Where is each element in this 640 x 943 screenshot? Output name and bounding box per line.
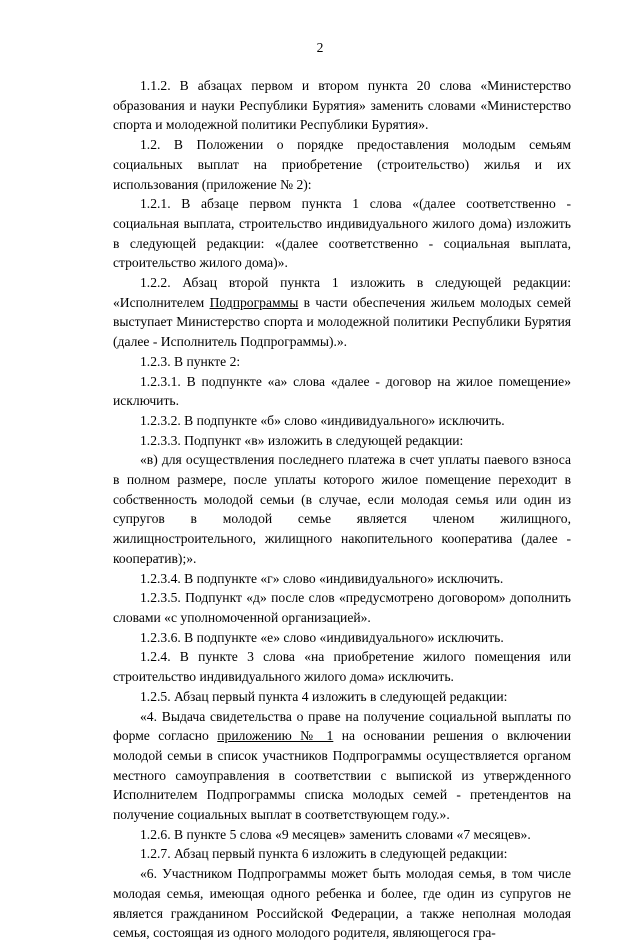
quoted-subparagraph-v: «в) для осуществления последнего платежа в счет уплаты паевого взноса в полном размере, после уплаты которого жилое помещение переходит в собственность молодой семьи (в случае, если молодая семья или один из супругов в молодой семье является членом жилищного, жилищностроительного, жилищного накопительного кооператива (далее - кооператив);». — [113, 452, 571, 566]
paragraph-1-2-1: 1.2.1. В абзаце первом пункта 1 слова «(далее соответственно - социальная выплата, строительство индивидуального жилого дома) изложить в следующей редакции: «(далее соответственно - социальная выплата, строительство жилого дома)». — [113, 196, 571, 271]
paragraph-1-2-2-before: 1.2.2. Абзац второй пункта 1 изложить в следующей редакции: «Исполнителем — [113, 275, 571, 310]
paragraph-1-2-2 — [113, 273, 571, 352]
paragraph-1-2-3-2: 1.2.3.2. В подпункте «б» слово «индивидуального» исключить. — [140, 412, 505, 428]
quoted-paragraph-4-before: «4. Выдача свидетельства о праве на получение социальной выплаты по форме согласно — [113, 708, 571, 744]
paragraph-1-2-3: 1.2.3. В пункте 2: — [140, 353, 241, 369]
paragraph-1-2: 1.2. В Положении о порядке предоставления молодым семьям социальных выплат на приобретение (строительство) жилья и их использования (приложение № 2): — [113, 137, 571, 192]
quoted-paragraph-6: «6. Участником Подпрограммы может быть молодая семья, в том числе молодая семья, имеющая одного ребенка и более, где один из супругов не является гражданином Российской Федерации, а также неполная молодая семья, состоящая из одного молодого родителя, являющегося гра- — [113, 866, 571, 941]
paragraph-1-2-7: 1.2.7. Абзац первый пункта 6 изложить в следующей редакции: — [140, 846, 508, 862]
paragraph-1-2-3-5: 1.2.3.5. Подпункт «д» после слов «предусмотрено договором» дополнить словами «с уполномоченной организацией». — [113, 590, 571, 625]
paragraph-1-2-2-after: в части обеспечения жильем молодых семей выступает Министерство спорта и молодежной политики Республики Бурятия (далее - Исполнитель Подпрограммы).». — [113, 294, 571, 350]
paragraph-1-2-3-6: 1.2.3.6. В подпункте «е» слово «индивидуального» исключить. — [140, 629, 504, 645]
paragraph-1-2-5: 1.2.5. Абзац первый пункта 4 изложить в следующей редакции: — [140, 688, 508, 704]
paragraph-1-2-3-3: 1.2.3.3. Подпункт «в» изложить в следующей редакции: — [140, 432, 464, 448]
appendix-1-link[interactable]: приложению № 1 — [217, 728, 334, 744]
paragraph-1-2-4: 1.2.4. В пункте 3 слова «на приобретение жилого помещения или строительство индивидуального жилого дома» исключить. — [113, 649, 571, 685]
quoted-paragraph-4-after: на основании решения о включении молодой семьи в список участников Подпрограммы осуществляется органом местного самоуправления в соответствии с выпиской из утвержденного Исполнителем Подпрограммы списка молодых семей - претендентов на получение социальных выплат в соответствующем году.». — [113, 728, 571, 823]
page-number: 2 — [316, 40, 324, 55]
paragraph-1-2-3-1: 1.2.3.1. В подпункте «а» слова «далее - договор на жилое помещение» исключить. — [113, 373, 571, 409]
quoted-paragraph-4 — [113, 707, 571, 825]
paragraph-1-2-6: 1.2.6. В пункте 5 слова «9 месяцев» заменить словами «7 месяцев». — [140, 826, 531, 842]
document-body — [113, 76, 571, 943]
paragraph-1-1-2: 1.1.2. В абзацах первом и втором пункта 20 слова «Министерство образования и науки Республики Бурятия» заменить словами «Министерство спорта и молодежной политики Республики Бурятия». — [113, 78, 571, 133]
paragraph-1-2-3-4: 1.2.3.4. В подпункте «г» слово «индивидуального» исключить. — [140, 570, 504, 586]
subprogram-link[interactable]: Подпрограммы — [209, 294, 299, 310]
